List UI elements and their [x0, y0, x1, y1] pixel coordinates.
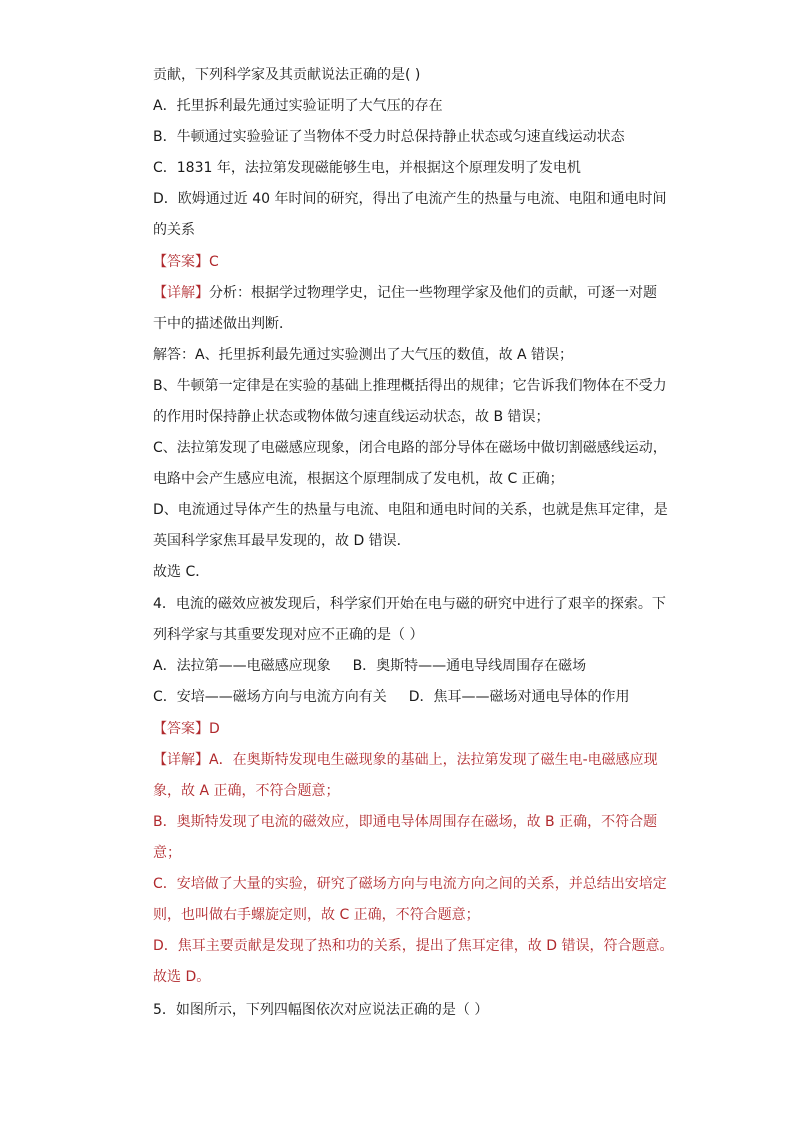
q4-option-d: D．焦耳——磁场对通电导体的作用: [408, 689, 630, 705]
q4-detail-line: 象，故 A 正确，不符合题意；: [153, 783, 340, 799]
q4-option-a: A．法拉第——电磁感应现象: [153, 658, 331, 674]
q3-detail-line: 干中的描述做出判断．: [153, 316, 293, 332]
q3-detail-line: [153, 283, 657, 303]
detail-text: A．在奥斯特发现电生磁现象的基础上，法拉第发现了磁生电-电磁感应现: [209, 752, 658, 768]
q3-option-b: B．牛顿通过实验验证了当物体不受力时总保持静止状态或匀速直线运动状态: [153, 129, 625, 145]
q3-detail-line: C、法拉第发现了电磁感应现象，闭合电路的部分导体在磁场中做切割磁感线运动，: [153, 440, 667, 456]
q4-options-row-1: [153, 656, 586, 676]
q3-option-a: A．托里拆利最先通过实验证明了大气压的存在: [153, 98, 443, 114]
q3-detail-line: 的作用时保持静止状态或物体做匀速直线运动状态，故 B 错误；: [153, 409, 550, 425]
q4-detail-line: C．安培做了大量的实验，研究了磁场方向与电流方向之间的关系，并总结出安培定: [153, 876, 667, 892]
q3-detail-line: 英国科学家焦耳最早发现的，故 D 错误．: [153, 533, 411, 549]
q4-detail-line: [153, 750, 658, 770]
q3-detail-line: B、牛顿第一定律是在实验的基础上推理概括得出的规律；它告诉我们物体在不受力: [153, 378, 667, 394]
detail-tag: 【详解】: [153, 752, 209, 768]
q4-detail-line: 意；: [153, 845, 181, 861]
q3-option-d: D．欧姆通过近 40 年时间的研究，得出了电流产生的热量与电流、电阻和通电时间: [153, 191, 667, 207]
q3-detail-line: 故选 C．: [153, 564, 210, 580]
q3-stem-line: 贡献，下列科学家及其贡献说法正确的是( ): [153, 67, 421, 83]
q4-stem-line: 4．电流的磁效应被发现后，科学家们开始在电与磁的研究中进行了艰辛的探索。下: [153, 596, 666, 612]
detail-text: 分析：根据学过物理学史，记住一些物理学家及他们的贡献，可逐一对题: [209, 285, 657, 301]
answer-value: D: [209, 721, 220, 737]
answer-value: C: [209, 254, 219, 270]
q3-detail-line: 电路中会产生感应电流，根据这个原理制成了发电机，故 C 正确；: [153, 471, 564, 487]
q4-detail-line: 则，也叫做右手螺旋定则，故 C 正确，不符合题意；: [153, 907, 480, 923]
detail-tag: 【详解】: [153, 285, 209, 301]
q4-stem-line: 列科学家与其重要发现对应不正确的是（ ）: [153, 627, 424, 643]
q3-option-d-cont: 的关系: [153, 222, 195, 238]
q4-option-b: B．奥斯特——通电导线周围存在磁场: [352, 658, 587, 674]
q3-detail-line: D、电流通过导体产生的热量与电流、电阻和通电时间的关系，也就是焦耳定律，是: [153, 502, 668, 518]
q3-detail-line: 解答：A、托里拆利最先通过实验测出了大气压的数值，故 A 错误；: [153, 347, 574, 363]
q4-options-row-2: [153, 687, 630, 707]
q3-answer: [153, 252, 219, 272]
answer-tag: 【答案】: [153, 254, 209, 270]
answer-tag: 【答案】: [153, 721, 209, 737]
q4-detail-line: B．奥斯特发现了电流的磁效应，即通电导体周围存在磁场，故 B 正确，不符合题: [153, 814, 658, 830]
q3-option-c: C．1831 年，法拉第发现磁能够生电，并根据这个原理发明了发电机: [153, 160, 581, 176]
q4-option-c: C．安培——磁场方向与电流方向有关: [153, 689, 387, 705]
q4-detail-line: 故选 D。: [153, 969, 211, 985]
q4-answer: [153, 719, 220, 739]
q4-detail-line: D．焦耳主要贡献是发现了热和功的关系，提出了焦耳定律，故 D 错误，符合题意。: [153, 938, 674, 954]
q5-stem: 5．如图所示，下列四幅图依次对应说法正确的是（ ）: [153, 1002, 489, 1018]
